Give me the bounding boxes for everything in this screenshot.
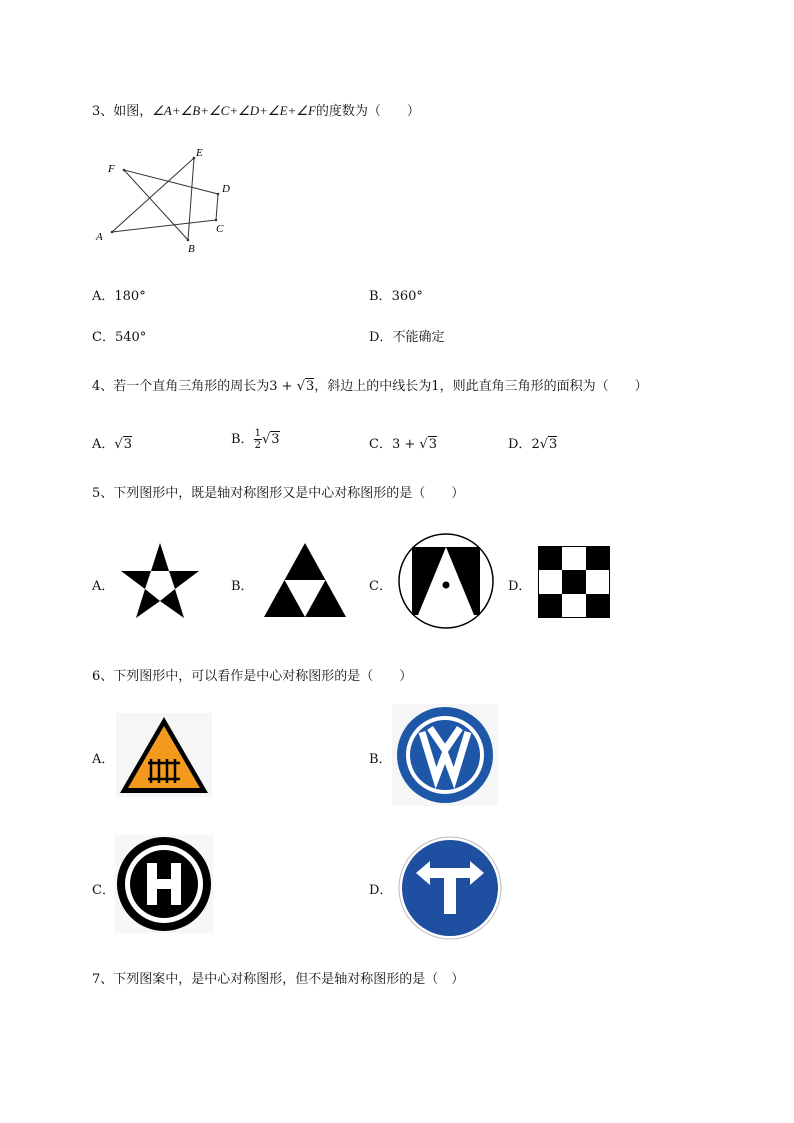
q3-option-a[interactable]: A．180° [92, 289, 146, 304]
checkerboard-figure[interactable] [538, 546, 610, 618]
q6-stem: 6、下列图形中，可以看作是中心对称图形的是（ ） [92, 669, 413, 684]
fraction: $\frac{1}{2}$ [254, 428, 261, 451]
line-DC [216, 194, 218, 220]
line-CA [112, 220, 216, 232]
helipad-sign[interactable] [115, 835, 213, 933]
q3-option-c[interactable]: C．540° [92, 330, 147, 345]
q3-option-d[interactable]: D．不能确定 [369, 330, 445, 345]
q6-option-d-label[interactable]: D． [369, 883, 393, 898]
circle-square-triangle-figure[interactable] [397, 532, 495, 630]
q6-option-c-label[interactable]: C． [92, 883, 115, 898]
q5-option-b-label[interactable]: B． [231, 579, 254, 594]
q4-option-a[interactable]: A．√3 [92, 437, 132, 452]
label-D: D [222, 183, 230, 195]
sqrt-sign: √ [296, 379, 306, 394]
label-E: E [196, 147, 203, 159]
vw-logo[interactable] [392, 704, 498, 806]
line-FD [124, 170, 218, 194]
label-A: A [96, 231, 103, 243]
q4-option-c[interactable]: C．3 + √3 [369, 437, 437, 452]
triforce-figure[interactable] [262, 541, 348, 619]
q5-option-a-label[interactable]: A． [92, 579, 115, 594]
q5-option-c-label[interactable]: C． [369, 579, 392, 594]
label-F: F [108, 163, 115, 175]
label-B: B [188, 243, 195, 255]
left-right-turn-sign[interactable] [396, 836, 504, 940]
q4-option-d[interactable]: D．2√3 [508, 437, 558, 452]
q3-option-b[interactable]: B．360° [369, 289, 423, 304]
q5-option-d-label[interactable]: D． [508, 579, 532, 594]
q3-stem: 3、如图，∠A+∠B+∠C+∠D+∠E+∠F的度数为（ ） [92, 103, 420, 119]
q3-figure [90, 140, 250, 260]
star-figure[interactable] [118, 541, 202, 621]
label-C: C [216, 223, 224, 235]
q7-stem: 7、下列图案中，是中心对称图形，但不是轴对称图形的是（ ） [92, 972, 465, 987]
q5-stem: 5、下列图形中，既是轴对称图形又是中心对称图形的是（ ） [92, 486, 465, 501]
q4-option-b[interactable]: B． $\frac{1}{2}$ √3 [231, 428, 280, 451]
q6-option-b-label[interactable]: B． [369, 752, 392, 767]
q4-stem: 4、若一个直角三角形的周长为3 + √3，斜边上的中线长为1，则此直角三角形的面积为（ ） [92, 379, 648, 394]
line-EB [188, 158, 194, 240]
railway-warning-sign[interactable] [116, 713, 212, 797]
q6-option-a-label[interactable]: A． [92, 752, 115, 767]
